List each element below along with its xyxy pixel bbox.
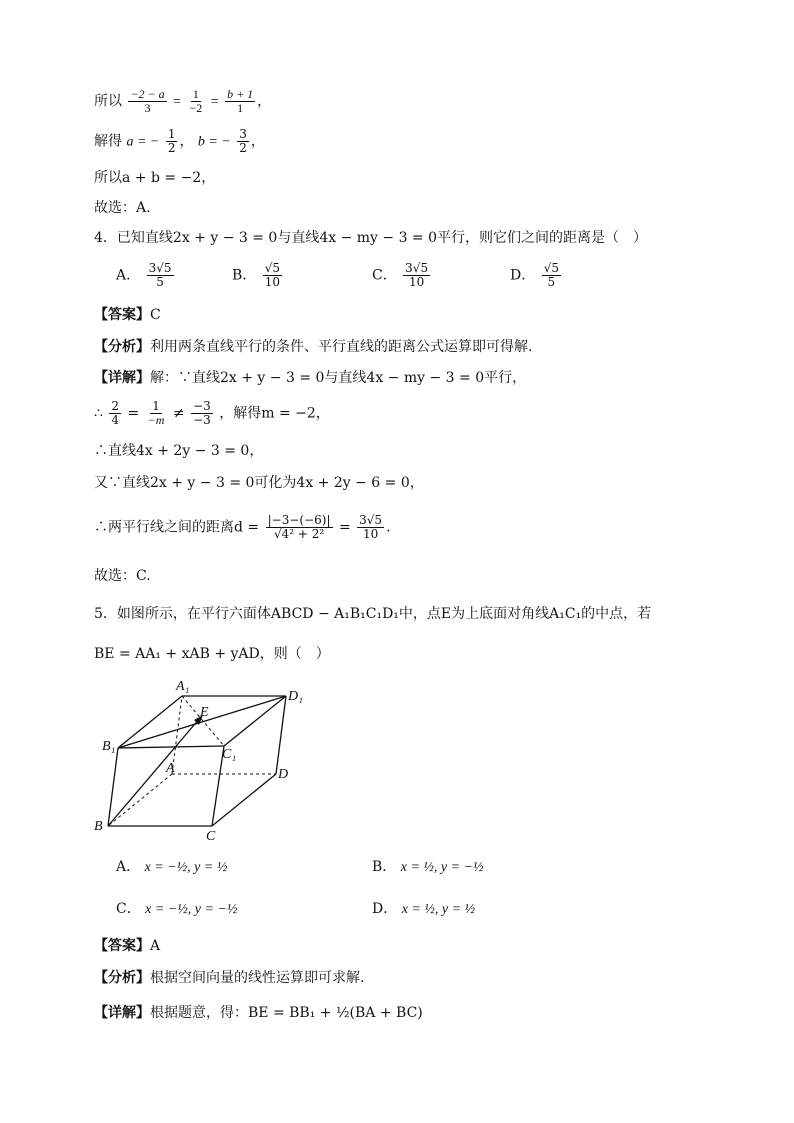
q4-stem: 4．已知直线2x + y − 3 = 0与直线4x − my − 3 = 0平行，则它们之间的距离是（ ） <box>94 230 648 246</box>
q4-option-a: A． $\frac{3√5}{5}$ <box>116 261 172 289</box>
q4-detail-1: 【详解】解：∵直线2x + y − 3 = 0与直线4x − my − 3 = 0平行， <box>94 370 527 386</box>
q4-choose: 故选：C. <box>94 568 151 584</box>
q4-detail-4: 又∵直线2x + y − 3 = 0可化为4x + 2y − 6 = 0， <box>94 475 424 491</box>
q4-analysis: 【分析】利用两条直线平行的条件、平行直线的距离公式运算即可得解. <box>94 339 533 355</box>
label-D1: D₁ <box>288 689 303 704</box>
q5-stem-2: BE = AA₁ + xAB + yAD，则（ ） <box>94 646 330 662</box>
label-A: A <box>166 761 175 776</box>
line-solve-ab: 解得 a = − $\frac{1}{2}$ ， b = − $\frac{3}{2}$ ， <box>94 127 265 155</box>
fraction-2: $\frac{1}{-2}$ <box>189 87 203 115</box>
label-B1: B₁ <box>102 739 116 754</box>
q4-option-b: B． $\frac{√5}{10}$ <box>232 261 281 289</box>
q4-detail-3: ∴直线4x + 2y − 3 = 0， <box>94 443 264 459</box>
q5-option-a: A． x = −½, y = ½ <box>116 859 228 875</box>
eq-b: b = − <box>197 134 231 150</box>
eq-a: a = − <box>126 134 160 150</box>
label-D: D <box>278 767 289 782</box>
text-so: 所以 <box>94 93 122 110</box>
q5-detail-1: 【详解】根据题意，得：BE = BB₁ + ½(BA + BC) <box>94 1005 423 1021</box>
q5-answer: 【答案】A <box>94 938 161 954</box>
label-C1: C₁ <box>222 747 237 762</box>
label-E: E <box>200 705 209 720</box>
fraction-3: $\frac{b + 1}{1}$ <box>227 87 254 115</box>
q5-stem: 5．如图所示，在平行六面体ABCD − A₁B₁C₁D₁中，点E为上底面对角线A₁C₁的中点，若 <box>94 606 652 622</box>
label-B: B <box>94 819 103 834</box>
line-choose-a: 故选：A. <box>94 200 151 216</box>
line-sum: 所以a + b = −2， <box>94 170 216 186</box>
q4-option-c: C． $\frac{3√5}{10}$ <box>372 261 429 289</box>
q4-answer: 【答案】C <box>94 307 161 323</box>
q5-option-c: C． x = −½, y = −½ <box>116 901 238 917</box>
q4-option-d: D． $\frac{√5}{5}$ <box>510 261 559 289</box>
q4-detail-2: ∴ $\frac{2}{4}$ = $\frac{1}{-m}$ ≠ $\frac{-3}{-3}$ ，解得m = −2， <box>94 399 330 427</box>
fraction-half: $\frac{1}{2}$ <box>167 127 176 155</box>
label-A1: A₁ <box>176 679 190 694</box>
q5-analysis: 【分析】根据空间向量的线性运算即可求解. <box>94 970 365 986</box>
q5-option-d: D． x = ½, y = ½ <box>372 901 476 917</box>
fraction-1: $\frac{-2 - a}{3}$ <box>130 87 165 115</box>
label-C: C <box>206 829 216 844</box>
q5-option-b: B． x = ½, y = −½ <box>372 859 484 875</box>
text-solve: 解得 <box>94 133 122 150</box>
fraction-three-halves: $\frac{3}{2}$ <box>239 127 247 155</box>
parallelepiped-figure <box>90 670 330 845</box>
line-so-fractions: 所以 $\frac{-2 - a}{3}$ = $\frac{1}{-2}$ = $\frac{b + 1}{1}$ ， <box>94 87 272 115</box>
q4-detail-5: ∴两平行线之间的距离d = $\frac{|-3-(-6)|}{\text{√4² + 2²}}$ = $\frac{3√5}{10}$ . <box>94 513 391 541</box>
